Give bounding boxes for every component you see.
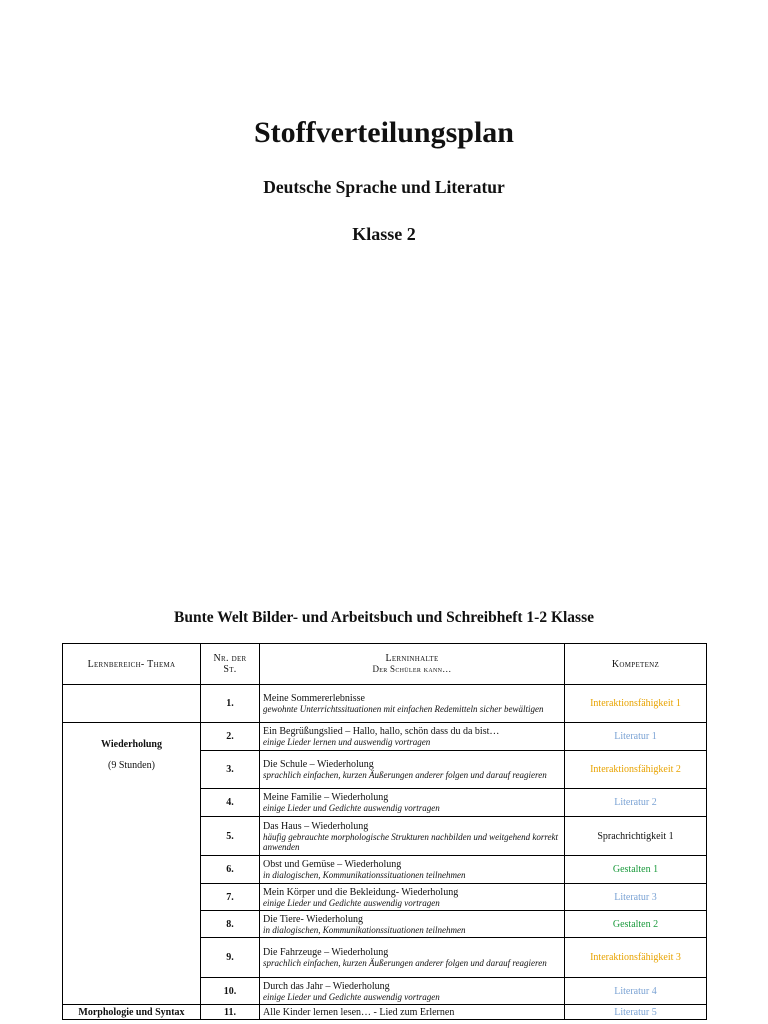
row-competence: Sprachrichtigkeit 1 [565, 817, 707, 856]
document-title: Stoffverteilungsplan [253, 116, 514, 149]
row-content [260, 685, 565, 723]
row-description: häufig gebrauchte morphologische Strukturen nachbilden und weitgehend korrekt anwenden [263, 831, 559, 852]
header-area: Lernbereich- Thema [63, 644, 201, 685]
class-label: Klasse 2 [352, 224, 416, 244]
area-subtitle: (9 Stunden) [108, 760, 155, 771]
lesson-plan-table [62, 643, 707, 1020]
row-content [260, 1005, 565, 1020]
row-number: 11. [201, 1005, 260, 1020]
row-content [260, 723, 565, 751]
row-number: 1. [201, 685, 260, 723]
row-number: 9. [201, 938, 260, 978]
row-content [260, 978, 565, 1005]
row-competence: Gestalten 2 [565, 911, 707, 938]
row-topic: Meine Sommererlebnisse [263, 693, 365, 704]
row-content [260, 789, 565, 817]
row-description: in dialogischen, Kommunikationssituationen teilnehmen [263, 924, 466, 935]
row-topic: Das Haus – Wiederholung [263, 820, 369, 832]
area-cell-wiederholung [63, 723, 201, 1005]
row-description: einige Lieder lernen und auswendig vortragen [263, 737, 431, 747]
row-competence: Interaktionsfähigkeit 2 [565, 751, 707, 789]
header-competence: Kompetenz [565, 644, 707, 685]
table-header-row [63, 644, 707, 685]
table-row [63, 1005, 707, 1020]
row-description: in dialogischen, Kommunikationssituationen teilnehmen [263, 870, 466, 880]
row-number: 7. [201, 884, 260, 911]
row-topic: Die Tiere- Wiederholung [263, 913, 363, 925]
row-competence: Literatur 2 [565, 789, 707, 817]
row-topic: Obst und Gemüse – Wiederholung [263, 859, 402, 870]
area-title: Wiederholung [101, 739, 162, 750]
area-cell-morphologie: Morphologie und Syntax [63, 1005, 201, 1020]
row-number: 6. [201, 856, 260, 884]
row-number: 8. [201, 911, 260, 938]
header-nr-line1: Nr. der [213, 653, 247, 664]
row-description: gewohnte Unterrichtssituationen mit einfachen Redemitteln sicher bewältigen [263, 704, 544, 714]
row-competence: Literatur 3 [565, 884, 707, 911]
row-description: einige Lieder und Gedichte auswendig vortragen [263, 897, 440, 908]
row-topic: Ein Begrüßungslied – Hallo, hallo, schön dass du da bist… [263, 726, 500, 737]
row-topic: Die Schule – Wiederholung [263, 759, 374, 770]
row-topic: Die Fahrzeuge – Wiederholung [263, 947, 389, 958]
row-number: 10. [201, 978, 260, 1005]
header-nr [201, 644, 260, 685]
row-competence: Literatur 5 [565, 1005, 707, 1020]
row-description: einige Lieder und Gedichte auswendig vortragen [263, 803, 440, 813]
table-row [63, 723, 707, 751]
header-content-line1: Lerninhalte [385, 653, 439, 664]
table-body [63, 685, 707, 1020]
row-content [260, 911, 565, 938]
row-content [260, 751, 565, 789]
row-topic: Durch das Jahr – Wiederholung [263, 980, 390, 992]
row-description: einige Lieder und Gedichte auswendig vortragen [263, 991, 440, 1002]
table-row [63, 685, 707, 723]
row-content [260, 817, 565, 856]
document-subtitle: Deutsche Sprache und Literatur [263, 177, 505, 197]
row-competence: Gestalten 1 [565, 856, 707, 884]
row-content [260, 884, 565, 911]
row-topic: Mein Körper und die Bekleidung- Wiederholung [263, 886, 459, 898]
row-topic: Alle Kinder lernen lesen… - Lied zum Erlernen [263, 1006, 455, 1018]
row-content [260, 938, 565, 978]
row-competence: Literatur 4 [565, 978, 707, 1005]
row-number: 3. [201, 751, 260, 789]
header-nr-line2: St. [223, 664, 237, 675]
book-title: Bunte Welt Bilder- und Arbeitsbuch und Schreibheft 1-2 Klasse [174, 609, 594, 626]
row-topic: Meine Familie – Wiederholung [263, 792, 389, 803]
row-competence: Interaktionsfähigkeit 1 [565, 685, 707, 723]
area-cell-empty [63, 685, 201, 723]
row-number: 2. [201, 723, 260, 751]
header-content [260, 644, 565, 685]
row-competence: Literatur 1 [565, 723, 707, 751]
row-number: 4. [201, 789, 260, 817]
header-content-line2: Der Schüler kann… [372, 664, 452, 674]
row-description: sprachlich einfachen, kurzen Äußerungen anderer folgen und darauf reagieren [263, 958, 547, 968]
row-description: sprachlich einfachen, kurzen Äußerungen anderer folgen und darauf reagieren [263, 770, 547, 780]
row-competence: Interaktionsfähigkeit 3 [565, 938, 707, 978]
row-content [260, 856, 565, 884]
row-number: 5. [201, 817, 260, 856]
